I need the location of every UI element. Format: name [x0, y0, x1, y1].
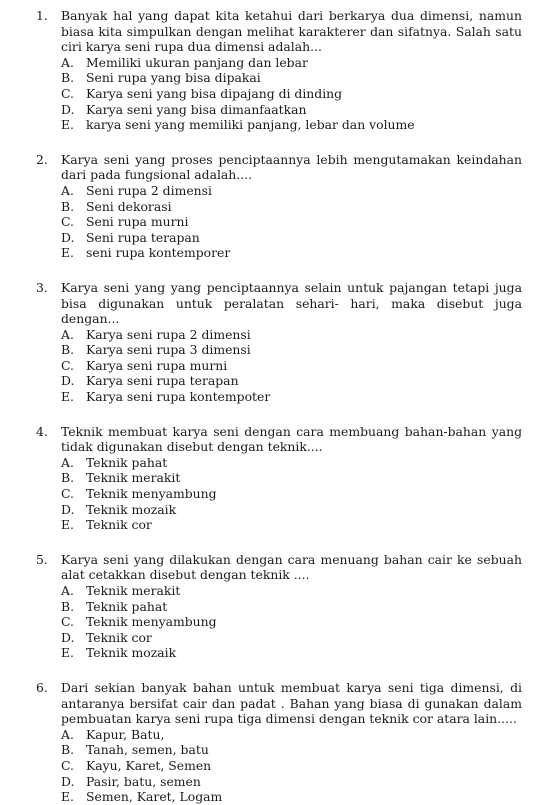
question-4: [36, 424, 522, 533]
answer-options: [61, 327, 522, 405]
option-text: Karya seni rupa 3 dimensi: [86, 342, 251, 358]
option-c: [61, 358, 522, 374]
option-text: Seni rupa terapan: [86, 229, 200, 245]
question-text: Teknik membuat karya seni dengan cara membuang bahan-bahan yang tidak digunakan disebut dengan teknik....: [61, 423, 522, 455]
question-2: [36, 152, 522, 261]
option-letter: D.: [61, 101, 75, 117]
option-b: [61, 470, 522, 486]
question-number: 6.: [36, 679, 48, 695]
option-letter: E.: [61, 789, 74, 805]
option-letter: C.: [61, 214, 74, 230]
option-letter: C.: [61, 757, 74, 773]
option-d: [61, 102, 522, 118]
option-letter: B.: [61, 742, 75, 758]
option-text: Teknik menyambung: [86, 486, 217, 502]
option-letter: D.: [61, 501, 75, 517]
option-d: [61, 774, 522, 790]
option-text: Teknik cor: [86, 629, 152, 645]
question-text: Karya seni yang proses penciptaannya lebih mengutamakan keindahan dari pada fungsional adalah....: [61, 151, 522, 183]
option-a: [61, 55, 522, 71]
question-6: [36, 680, 522, 805]
option-letter: E.: [61, 517, 74, 533]
option-letter: E.: [61, 117, 74, 133]
option-text: Karya seni yang bisa dimanfaatkan: [86, 101, 307, 117]
option-b: [61, 70, 522, 86]
answer-options: [61, 183, 522, 261]
option-letter: D.: [61, 773, 75, 789]
option-letter: C.: [61, 614, 74, 630]
option-d: [61, 630, 522, 646]
question-number: 1.: [36, 8, 48, 23]
option-letter: A.: [61, 726, 74, 742]
option-text: Karya seni rupa kontempoter: [86, 389, 271, 405]
option-text: Semen, Karet, Logam: [86, 789, 223, 805]
answer-options: [61, 55, 522, 133]
question-number: 3.: [36, 279, 48, 295]
option-c: [61, 86, 522, 102]
option-c: [61, 614, 522, 630]
option-text: karya seni yang memiliki panjang, lebar dan volume: [86, 117, 415, 133]
option-b: [61, 599, 522, 615]
option-text: Teknik merakit: [86, 470, 181, 486]
option-e: [61, 389, 522, 405]
option-text: Karya seni yang bisa dipajang di dinding: [86, 85, 343, 101]
option-e: [61, 517, 522, 533]
option-letter: E.: [61, 389, 74, 405]
option-c: [61, 486, 522, 502]
option-text: Seni rupa yang bisa dipakai: [86, 70, 261, 86]
option-letter: B.: [61, 198, 75, 214]
question-text: Banyak hal yang dapat kita ketahui dari berkarya dua dimensi, namun biasa kita simpulkan dengan melihat karakterer dan sifatnya. Salah satu ciri karya seni rupa dua dimensi adalah...: [61, 8, 522, 55]
spacer: [36, 133, 522, 152]
question-number: 4.: [36, 423, 48, 439]
option-e: [61, 117, 522, 133]
option-text: Kapur, Batu,: [86, 726, 165, 742]
question-text: Karya seni yang dilakukan dengan cara menuang bahan cair ke sebuah alat cetakkan disebut dengan teknik ....: [61, 551, 522, 583]
option-text: Teknik mozaik: [86, 501, 177, 517]
question-5: [36, 552, 522, 661]
answer-options: [61, 583, 522, 661]
option-text: Karya seni rupa murni: [86, 357, 228, 373]
option-letter: B.: [61, 70, 75, 86]
option-letter: B.: [61, 342, 75, 358]
option-text: Seni dekorasi: [86, 198, 172, 214]
option-text: Teknik menyambung: [86, 614, 217, 630]
spacer: [36, 405, 522, 424]
answer-options: [61, 455, 522, 533]
option-d: [61, 502, 522, 518]
option-e: [61, 645, 522, 661]
option-text: Karya seni rupa 2 dimensi: [86, 326, 251, 342]
question-number: 2.: [36, 151, 48, 167]
option-text: Seni rupa 2 dimensi: [86, 182, 212, 198]
spacer: [36, 261, 522, 280]
option-e: [61, 245, 522, 261]
option-d: [61, 373, 522, 389]
option-b: [61, 199, 522, 215]
option-text: Teknik cor: [86, 517, 152, 533]
option-letter: E.: [61, 245, 74, 261]
option-text: Tanah, semen, batu: [86, 742, 209, 758]
question-text: Dari sekian banyak bahan untuk membuat karya seni tiga dimensi, di antaranya bersifat cair dan padat . Bahan yang biasa di gunakan dalam pembuatan karya seni rupa tiga dimensi dengan teknik cor atara lain.....: [61, 679, 522, 727]
option-text: Teknik merakit: [86, 583, 181, 598]
option-c: [61, 214, 522, 230]
option-letter: E.: [61, 645, 74, 661]
option-letter: D.: [61, 373, 75, 389]
option-text: Karya seni rupa terapan: [86, 373, 239, 389]
question-number: 5.: [36, 551, 48, 567]
option-letter: C.: [61, 85, 74, 101]
spacer: [36, 661, 522, 680]
option-b: [61, 742, 522, 758]
option-d: [61, 230, 522, 246]
option-letter: A.: [61, 326, 74, 342]
question-1: [36, 8, 522, 133]
spacer: [36, 533, 522, 552]
answer-options: [61, 727, 522, 805]
option-b: [61, 342, 522, 358]
option-a: [61, 183, 522, 199]
option-a: [61, 327, 522, 343]
option-text: Teknik pahat: [86, 454, 168, 470]
option-c: [61, 758, 522, 774]
option-a: [61, 455, 522, 471]
option-text: Teknik mozaik: [86, 645, 177, 661]
option-a: [61, 727, 522, 743]
option-text: Pasir, batu, semen: [86, 773, 201, 789]
option-text: seni rupa kontemporer: [86, 245, 231, 261]
option-letter: A.: [61, 182, 74, 198]
option-text: Memiliki ukuran panjang dan lebar: [86, 54, 308, 70]
option-e: [61, 789, 522, 805]
option-letter: D.: [61, 229, 75, 245]
option-letter: D.: [61, 629, 75, 645]
option-text: Kayu, Karet, Semen: [86, 757, 212, 773]
option-a: [61, 583, 522, 599]
option-text: Seni rupa murni: [86, 214, 189, 230]
option-letter: C.: [61, 357, 74, 373]
option-letter: A.: [61, 583, 74, 598]
option-letter: B.: [61, 470, 75, 486]
question-3: [36, 280, 522, 405]
option-letter: A.: [61, 454, 74, 470]
question-text: Karya seni yang yang penciptaannya selain untuk pajangan tetapi juga bisa digunakan untuk peralatan sehari- hari, maka disebut juga dengan...: [61, 279, 522, 327]
option-letter: A.: [61, 54, 74, 70]
option-letter: C.: [61, 486, 74, 502]
option-text: Teknik pahat: [86, 598, 168, 614]
option-letter: B.: [61, 598, 75, 614]
